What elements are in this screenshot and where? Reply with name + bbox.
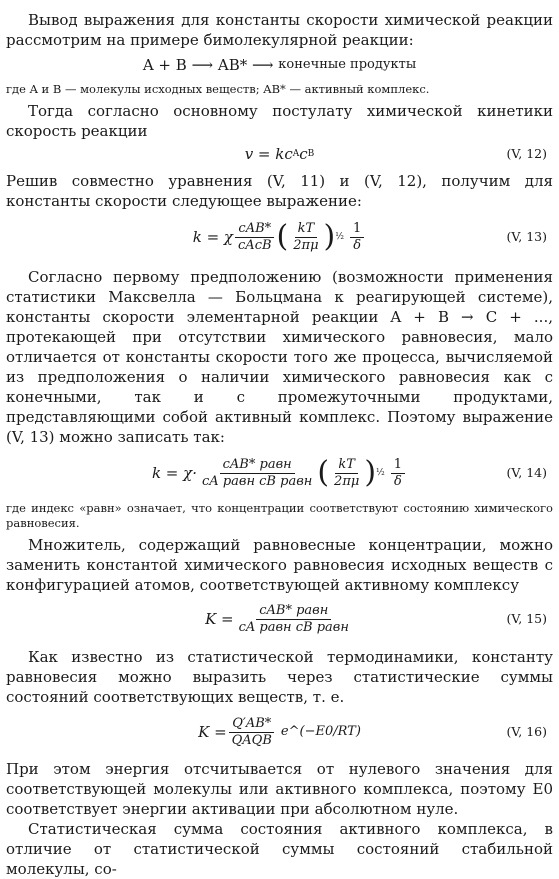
reaction-products: конечные продукты <box>278 57 417 72</box>
eq14-fraction-delta <box>391 457 405 490</box>
eq14-one: 1 <box>391 457 405 474</box>
equation-v15 <box>6 595 553 643</box>
eq14-denominator: cA равн cB равн <box>202 473 313 489</box>
eq14-power: ½ <box>376 467 385 478</box>
paragraph-postulate: Тогда согласно основному постулату химической кинетики скорость реакции <box>6 102 553 140</box>
equation-number-v16: (V, 16) <box>506 724 547 739</box>
eq12-c: c <box>299 145 308 163</box>
eq16-lhs: K = <box>198 723 227 741</box>
eq13-denominator: cAcB <box>238 237 272 253</box>
eq14-kt: kT <box>335 457 358 474</box>
paragraph-multiplier: Множитель, содержащий равновесные концентрации, можно заменить константой химического равновесия исходных веществ с конфигурацией атомов, соответствующей активному комплексу <box>6 536 553 594</box>
paragraph-energy-zero: При этом энергия отсчитывается от нулевого значения для соответствующей молекулы или активного комплекса, поэтому E0 соответствует энергии активации при абсолютном нуле. <box>6 760 553 818</box>
reaction-scheme <box>6 52 553 78</box>
eq16-denominator: QAQB <box>231 732 272 748</box>
equation-v16 <box>6 707 553 757</box>
eq14-numerator: cAB* равн <box>220 457 295 474</box>
eq13-fraction-delta <box>350 221 364 254</box>
note-reactants: где A и B — молекулы исходных веществ; AB* — активный комплекс. <box>6 82 430 96</box>
reaction-arrow-1: ⟶ <box>191 56 214 74</box>
paragraph-solve: Решив совместно уравнения (V, 11) и (V, 12), получим для константы скорости следующее выражение: <box>6 172 553 210</box>
eq13-numerator: cAB* <box>235 221 274 238</box>
eq13-kt: kT <box>295 221 318 238</box>
eq12-sub-a: A <box>292 149 300 159</box>
eq14-fraction-conc <box>199 457 315 490</box>
eq15-fraction <box>236 603 352 636</box>
reaction-reactants: A + B <box>142 56 187 74</box>
paragraph-statistical-thermo: Как известно из статистической термодинамики, константу равновесия можно выразить через статистические суммы состояний соответствующих веществ, т. е. <box>6 648 553 706</box>
equation-number-v14: (V, 14) <box>506 465 547 480</box>
equation-v12 <box>6 141 553 167</box>
eq14-lhs: k = χ· <box>151 464 198 482</box>
equation-number-v13: (V, 13) <box>506 229 547 244</box>
eq16-numerator: Q′AB* <box>229 716 274 733</box>
eq15-lhs: K = <box>205 610 234 628</box>
eq14-2pimu: 2πμ <box>334 473 360 489</box>
note-equilibrium-index: где индекс «равн» означает, что концентрации соответствуют состоянию химического равновесия. <box>6 501 553 530</box>
eq12-sub-b: B <box>307 149 315 159</box>
paragraph-assumption: Согласно первому предположению (возможности применения статистики Максвелла — Больцмана к реагирующей системе), константы скорости элементарной реакции A + B → C + ..., протекающей при отсутствии химического равновесия, мало отличается от константы скорости того же процесса, вычисляемой из предположения о наличии химического равновесия как с конечными, так и с промежуточными продуктами, представляющими собой активный комплекс. Поэтому выражение (V, 13) можно записать так: <box>6 268 553 446</box>
equation-v13: k = χ $\frac{\text{cAB*}}{\text{cAcB}}$ ( $\frac{kT}{2\pi\mu}$ ) ½ $\frac{1}{\delta}$ (V, 13) <box>192 219 547 254</box>
eq13-one: 1 <box>350 221 364 238</box>
reaction-activated-complex: AB* <box>217 56 248 74</box>
eq13-power: ½ <box>335 231 344 242</box>
eq13-2pimu: 2πμ <box>293 237 319 253</box>
reaction-arrow-2: ⟶ <box>252 56 274 74</box>
paragraph-intro: Вывод выражения для константы скорости химической реакции рассмотрим на примере бимолекулярной реакции: <box>6 11 553 49</box>
equation-number-v12: (V, 12) <box>506 146 547 161</box>
eq16-exponential: e^(−E0/RT) <box>280 724 361 739</box>
eq15-denominator: cA равн cB равн <box>238 619 349 635</box>
eq13-delta: δ <box>353 237 362 253</box>
eq14-delta: δ <box>393 473 402 489</box>
eq13-fraction-kT <box>290 221 321 254</box>
eq13-lhs: k = χ <box>192 228 234 246</box>
eq15-numerator: cAB* равн <box>256 603 331 620</box>
eq13-fraction-conc <box>235 221 275 254</box>
equation-number-v15: (V, 15) <box>506 611 547 626</box>
equation-v14: k = χ· $\frac{\text{cAB* равн}}{\text{cA равн cB равн}}$ ( $\frac{kT}{2\pi\mu}$ ) ½ $\frac{1}{\delta}$ (V, 14) <box>151 455 547 490</box>
eq12-lhs: v = kc <box>244 145 293 163</box>
paragraph-partition-function: Статистическая сумма состояния активного комплекса, в отличие от статистической суммы состояний стабильной молекулы, со- <box>6 820 553 878</box>
eq16-fraction <box>229 716 275 749</box>
eq14-fraction-kT <box>331 457 362 490</box>
